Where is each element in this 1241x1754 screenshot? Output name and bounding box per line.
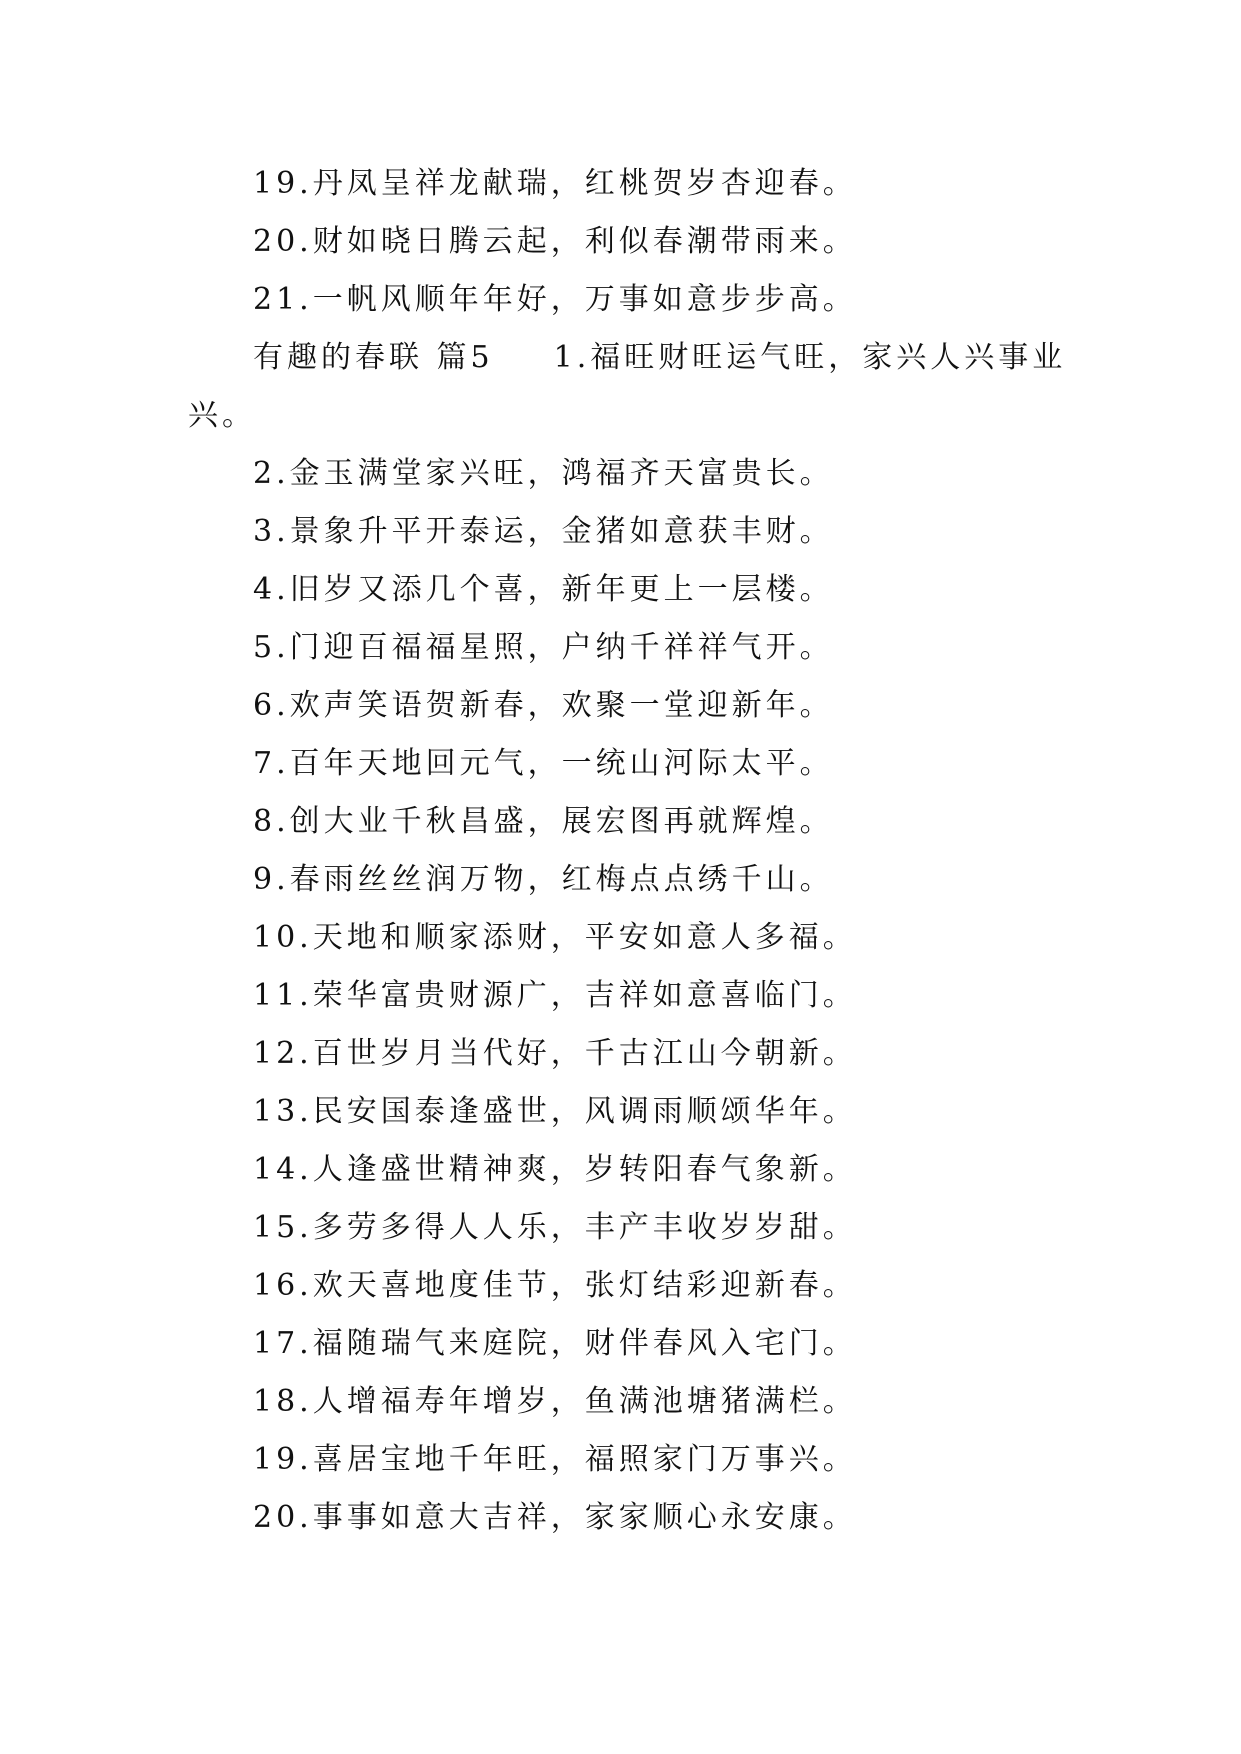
couplet-line: 21.一帆风顺年年好，万事如意步步高。: [253, 282, 857, 317]
couplet-line-continuation: 兴。: [188, 398, 256, 433]
couplet-line: 10.天地和顺家添财，平安如意人多福。: [253, 920, 857, 955]
couplet-line: 15.多劳多得人人乐，丰产丰收岁岁甜。: [253, 1210, 857, 1245]
couplet-line-first: 1.福旺财旺运气旺，家兴人兴事业: [553, 340, 1067, 375]
couplet-line: 4.旧岁又添几个喜，新年更上一层楼。: [253, 572, 834, 607]
couplet-line: 20.事事如意大吉祥，家家顺心永安康。: [253, 1500, 857, 1535]
couplet-line: 17.福随瑞气来庭院，财伴春风入宅门。: [253, 1326, 857, 1361]
couplet-line: 6.欢声笑语贺新春，欢聚一堂迎新年。: [253, 688, 834, 723]
couplet-line: 8.创大业千秋昌盛，展宏图再就辉煌。: [253, 804, 834, 839]
couplet-line: 7.百年天地回元气，一统山河际太平。: [253, 746, 834, 781]
couplet-line: 11.荣华富贵财源广，吉祥如意喜临门。: [253, 978, 857, 1013]
couplet-line: 5.门迎百福福星照，户纳千祥祥气开。: [253, 630, 834, 665]
section-heading-line: [0, 329, 1241, 387]
couplet-line: 19.丹凤呈祥龙献瑞，红桃贺岁杏迎春。: [253, 166, 857, 201]
couplet-line: 20.财如晓日腾云起，利似春潮带雨来。: [253, 224, 857, 259]
document-body: [0, 155, 1241, 1547]
couplet-line: 3.景象升平开泰运，金猪如意获丰财。: [253, 514, 834, 549]
couplet-line: 18.人增福寿年增岁，鱼满池塘猪满栏。: [253, 1384, 857, 1419]
section-heading: 有趣的春联 篇5: [253, 340, 494, 375]
couplet-line: 14.人逢盛世精神爽，岁转阳春气象新。: [253, 1152, 857, 1187]
couplet-line: 19.喜居宝地千年旺，福照家门万事兴。: [253, 1442, 857, 1477]
couplet-line: 9.春雨丝丝润万物，红梅点点绣千山。: [253, 862, 834, 897]
couplet-line: 13.民安国泰逢盛世，风调雨顺颂华年。: [253, 1094, 857, 1129]
couplet-line: 12.百世岁月当代好，千古江山今朝新。: [253, 1036, 857, 1071]
couplet-line: 2.金玉满堂家兴旺，鸿福齐天富贵长。: [253, 456, 834, 491]
couplet-line: 16.欢天喜地度佳节，张灯结彩迎新春。: [253, 1268, 857, 1303]
